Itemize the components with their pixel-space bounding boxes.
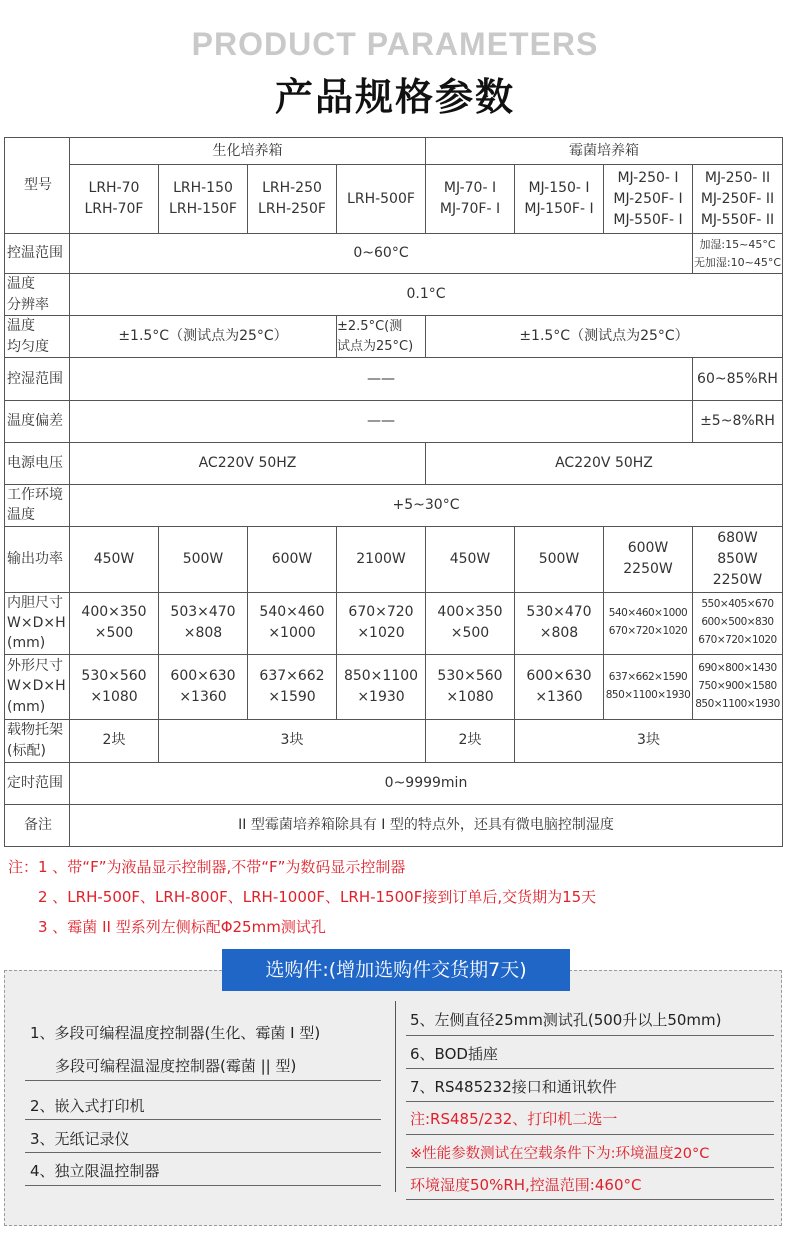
outer-cell: 600×630 ×1360 — [159, 654, 248, 719]
spec-table — [4, 137, 783, 847]
divider-line — [25, 1080, 381, 1081]
divider-line — [406, 1068, 774, 1069]
note-3: 3 、霉菌 II 型系列左侧标配Φ25mm测试孔 — [38, 918, 326, 936]
uniformity-value-c: ±1.5°C（测试点为25°C） — [426, 316, 783, 358]
humidity-dev-last: ±5~8%RH — [693, 401, 783, 443]
outer-cell: 600×630 ×1360 — [515, 654, 604, 719]
note-1: 注：1 、带“F”为液晶显示控制器,不带“F”为数码显示控制器 — [8, 858, 406, 876]
divider-line — [25, 1152, 381, 1153]
option-7: 7、RS485232接口和通讯软件 — [410, 1078, 617, 1096]
model-cell: MJ-250- I MJ-250F- I MJ-550F- I — [604, 165, 693, 234]
vertical-divider — [395, 1001, 396, 1192]
output-cell: 450W — [426, 526, 515, 592]
label-temp-range: 控温范围 — [5, 234, 70, 274]
label-humidity-dev: 温度偏差 — [5, 401, 70, 443]
inner-cell: 670×720 ×1020 — [337, 592, 426, 654]
humidity-range-value: —— — [70, 358, 693, 401]
label-timer: 定时范围 — [5, 762, 70, 804]
label-resolution: 温度 分辨率 — [5, 274, 70, 316]
performance-note-2: 环境湿度50%RH,控温范围:460°C — [410, 1176, 642, 1194]
option-note: 注:RS485/232、打印机二选一 — [410, 1110, 618, 1128]
label-output: 输出功率 — [5, 526, 70, 592]
title-chinese: 产品规格参数 — [274, 75, 515, 119]
power-value-a: AC220V 50HZ — [70, 443, 426, 485]
inner-cell: 540×460 ×1000 — [248, 592, 337, 654]
label-model: 型号 — [5, 138, 70, 234]
outer-cell: 637×662×1590 850×1100×1930 — [604, 654, 693, 719]
outer-cell: 530×560 ×1080 — [70, 654, 159, 719]
label-inner: 内胆尺寸 W×D×H (mm) — [5, 592, 70, 654]
model-cell: MJ-70- I MJ-70F- I — [426, 165, 515, 234]
option-1: 1、多段可编程温度控制器(生化、霉菌 I 型) — [30, 1024, 321, 1042]
notes — [8, 852, 596, 942]
output-cell: 500W — [159, 526, 248, 592]
timer-value: 0~9999min — [70, 762, 783, 804]
label-shelves: 载物托架 (标配) — [5, 719, 70, 762]
inner-cell: 540×460×1000 670×720×1020 — [604, 592, 693, 654]
resolution-value: 0.1°C — [70, 274, 783, 316]
temp-range-humid: 加湿:15~45°C 无加湿:10~45°C — [693, 234, 783, 274]
label-power: 电源电压 — [5, 443, 70, 485]
remark-value: II 型霉菌培养箱除具有 I 型的特点外，还具有微电脑控制湿度 — [70, 804, 783, 846]
power-value-b: AC220V 50HZ — [426, 443, 783, 485]
title-english: PRODUCT PARAMETERS — [191, 26, 599, 62]
option-5: 5、左侧直径25mm测试孔(500升以上50mm) — [410, 1011, 722, 1029]
outer-cell: 850×1100 ×1930 — [337, 654, 426, 719]
shelves-d: 3块 — [515, 719, 783, 762]
performance-note-1: ※性能参数测试在空载条件下为:环境温度20°C — [410, 1146, 710, 1162]
model-cell: LRH-500F — [337, 165, 426, 234]
divider-line — [406, 1167, 774, 1168]
label-remark: 备注 — [5, 804, 70, 846]
option-6: 6、BOD插座 — [410, 1045, 498, 1063]
label-humidity-range: 控湿范围 — [5, 358, 70, 401]
label-outer: 外形尺寸 W×D×H (mm) — [5, 654, 70, 719]
divider-line — [406, 1199, 774, 1200]
inner-cell: 400×350 ×500 — [426, 592, 515, 654]
divider-line — [25, 1185, 381, 1186]
humidity-dev-value: —— — [70, 401, 693, 443]
output-cell: 600W — [248, 526, 337, 592]
shelves-b: 3块 — [159, 719, 426, 762]
inner-cell: 503×470 ×808 — [159, 592, 248, 654]
uniformity-value-b: ±2.5°C(测 试点为25°C) — [337, 316, 426, 358]
divider-line — [406, 1134, 774, 1135]
model-cell: LRH-150 LRH-150F — [159, 165, 248, 234]
option-4: 4、独立限温控制器 — [30, 1162, 160, 1180]
output-cell: 500W — [515, 526, 604, 592]
inner-cell: 530×470 ×808 — [515, 592, 604, 654]
temp-range-value: 0~60°C — [70, 234, 693, 274]
options-title: 选购件:(增加选购件交货期7天) — [222, 949, 570, 991]
divider-line — [406, 1101, 774, 1102]
group-biochem: 生化培养箱 — [70, 138, 426, 165]
option-2: 2、嵌入式打印机 — [30, 1097, 145, 1115]
output-cell: 2100W — [337, 526, 426, 592]
shelves-a: 2块 — [70, 719, 159, 762]
model-cell: MJ-150- I MJ-150F- I — [515, 165, 604, 234]
output-cell: 450W — [70, 526, 159, 592]
option-3: 3、无纸记录仪 — [30, 1130, 130, 1148]
group-mold: 霉菌培养箱 — [426, 138, 783, 165]
divider-line — [406, 1035, 774, 1036]
output-cell: 680W 850W 2250W — [693, 526, 783, 592]
env-value: +5~30°C — [70, 485, 783, 527]
shelves-c: 2块 — [426, 719, 515, 762]
label-env: 工作环境 温度 — [5, 485, 70, 527]
outer-cell: 530×560 ×1080 — [426, 654, 515, 719]
label-uniformity: 温度 均匀度 — [5, 316, 70, 358]
inner-cell: 550×405×670 600×500×830 670×720×1020 — [693, 592, 783, 654]
divider-line — [25, 1119, 381, 1120]
outer-cell: 690×800×1430 750×900×1580 850×1100×1930 — [693, 654, 783, 719]
model-cell: MJ-250- II MJ-250F- II MJ-550F- II — [693, 165, 783, 234]
uniformity-value-a: ±1.5°C（测试点为25°C） — [70, 316, 337, 358]
option-1-sub: 多段可编程温湿度控制器(霉菌 || 型) — [55, 1057, 297, 1075]
outer-cell: 637×662 ×1590 — [248, 654, 337, 719]
inner-cell: 400×350 ×500 — [70, 592, 159, 654]
humidity-range-last: 60~85%RH — [693, 358, 783, 401]
output-cell: 600W 2250W — [604, 526, 693, 592]
model-cell: LRH-70 LRH-70F — [70, 165, 159, 234]
note-2: 2 、LRH-500F、LRH-800F、LRH-1000F、LRH-1500F接到订单后,交货期为15天 — [38, 888, 597, 906]
model-cell: LRH-250 LRH-250F — [248, 165, 337, 234]
